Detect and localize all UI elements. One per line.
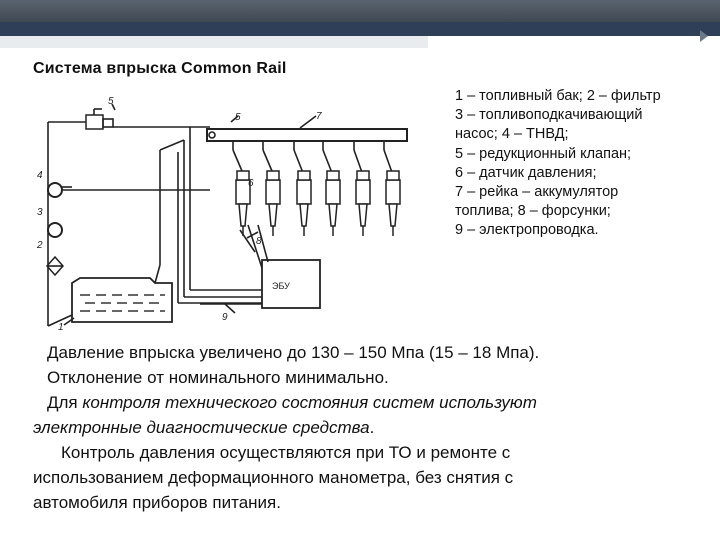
common-rail	[207, 129, 407, 141]
legend-line: 7 – рейка – аккумулятор	[455, 184, 619, 201]
callout-6: 6	[248, 178, 254, 189]
hp-pump	[48, 183, 62, 197]
injector	[386, 171, 400, 236]
callout-5-regulator: 5	[108, 96, 114, 107]
body-period: .	[369, 418, 375, 437]
pressure-regulator	[86, 115, 103, 129]
fuel-tank	[72, 278, 172, 322]
injectors	[236, 171, 400, 236]
legend-line: 5 – редукционный клапан;	[455, 145, 632, 162]
injector	[356, 171, 370, 236]
ecu-box	[262, 260, 320, 308]
legend-line: топлива; 8 – форсунки;	[455, 203, 611, 220]
body-text	[33, 340, 693, 515]
body-italic: контроля технического состояния систем используют	[82, 393, 537, 412]
legend-line: насос; 4 – ТНВД;	[455, 126, 569, 143]
body-line-diagnostics-cont	[33, 415, 693, 440]
injector	[326, 171, 340, 236]
injector	[266, 171, 280, 236]
body-line-manometer: использованием деформационного манометра, без снятия с	[33, 468, 514, 487]
body-italic-cont: электронные диагностические средства	[33, 418, 370, 437]
legend-line: 6 – датчик давления;	[455, 164, 597, 181]
body-line-deviation: Отклонение от номинального минимально.	[47, 368, 389, 387]
callout-8: 8	[256, 236, 262, 247]
slide-title: Система впрыска Common Rail	[33, 60, 287, 77]
callout-2: 2	[37, 240, 43, 251]
legend	[455, 87, 717, 241]
body-line-pressure: Давление впрыска увеличено до 130 – 150 Мпа (15 – 18 Мпа).	[47, 343, 540, 362]
callout-4: 4	[37, 170, 43, 181]
body-line-control: Контроль давления осуществляются при ТО и ремонте с	[61, 443, 511, 462]
legend-line: 3 – топливоподкачивающий	[455, 107, 643, 124]
fuel-level	[80, 295, 165, 311]
legend-line: 9 – электропроводка.	[455, 222, 599, 239]
legend-line: 1 – топливный бак; 2 – фильтр	[455, 88, 661, 104]
body-line-instruments: автомобиля приборов питания.	[33, 493, 281, 512]
callout-3: 3	[37, 207, 43, 218]
ecu-label: ЭБУ	[272, 281, 290, 291]
body-line-diagnostics	[33, 390, 693, 415]
callout-7: 7	[316, 111, 322, 122]
injector	[297, 171, 311, 236]
feed-pump	[48, 223, 62, 237]
body-lead: Для	[47, 393, 83, 412]
callout-1: 1	[58, 322, 64, 333]
callout-9: 9	[222, 312, 228, 323]
callout-5-rail: 5	[235, 112, 241, 123]
